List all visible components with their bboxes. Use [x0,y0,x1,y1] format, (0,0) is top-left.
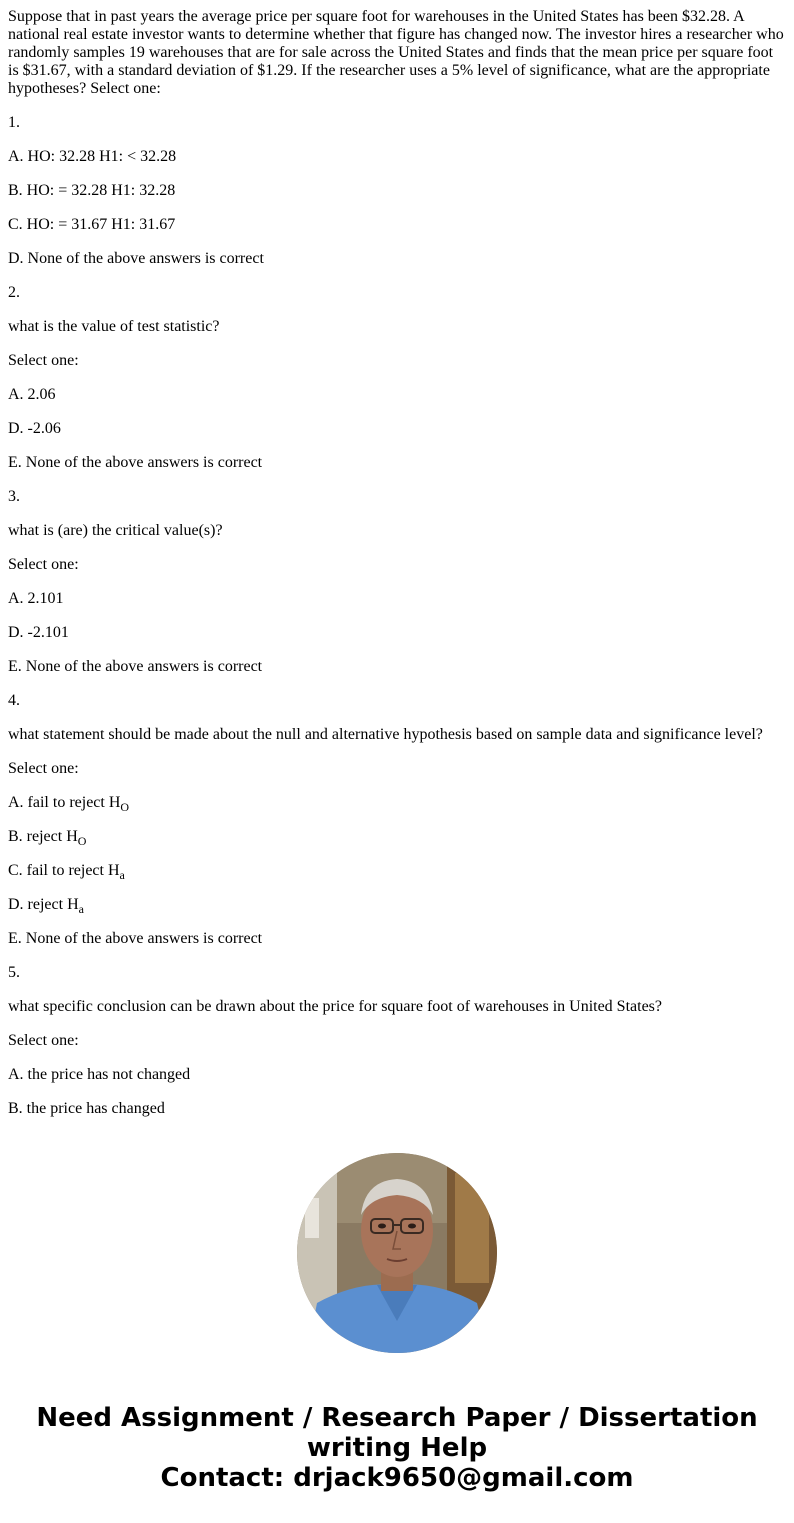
q5-option-a: A. the price has not changed [8,1066,191,1083]
q2-option-a: A. 2.06 [8,386,56,403]
avatar-portrait [297,1153,497,1353]
q3-option-e: E. None of the above answers is correct [8,658,263,675]
q3-option-a: A. 2.101 [8,590,64,607]
q4-prompt: what statement should be made about the null and alternative hypothesis based on sample data and significance level? [8,726,763,743]
avatar [297,1153,497,1353]
q1-option-b: B. HO: = 32.28 H1: 32.28 [8,182,176,199]
q2-prompt: what is the value of test statistic? [8,318,220,335]
q2-select: Select one: [8,352,79,369]
q4-option-a: A. fail to reject $H_O$ [8,794,130,814]
q5-select: Select one: [8,1032,79,1049]
q4-select: Select one: [8,760,79,777]
question-content [8,8,786,1122]
promo-line-2: writing Help [306,1433,488,1463]
q3-prompt: what is (are) the critical value(s)? [8,522,223,539]
q2-number: 2. [8,284,20,301]
q2-option-d: D. -2.06 [8,420,61,437]
q5-number: 5. [8,964,20,981]
q4-option-d: D. reject $H_a$ [8,896,84,916]
q4-number: 4. [8,692,20,709]
q5-prompt: what specific conclusion can be drawn about the price for square foot of warehouses in United States? [8,998,662,1015]
promo-line-1: Need Assignment / Research Paper / Dissertation [36,1403,758,1433]
q2-option-e: E. None of the above answers is correct [8,454,263,471]
q3-select: Select one: [8,556,79,573]
q1-option-d: D. None of the above answers is correct [8,250,264,267]
promo-contact: Contact: drjack9650@gmail.com [160,1463,634,1493]
q4-option-c: C. fail to reject $H_a$ [8,862,125,882]
q4-option-b: B. reject $H_O$ [8,828,87,848]
q4-option-e: E. None of the above answers is correct [8,930,263,947]
q1-option-a: A. HO: 32.28 H1: < 32.28 [8,148,177,165]
q1-option-c: C. HO: = 31.67 H1: 31.67 [8,216,176,233]
q3-option-d: D. -2.101 [8,624,69,641]
q5-option-b: B. the price has changed [8,1100,165,1117]
q3-number: 3. [8,488,20,505]
question-intro: Suppose that in past years the average price per square foot for warehouses in the United States has been $32.28. A national real estate investor wants to determine whether that figure has changed now. The investor hires a researcher who randomly samples 19 warehouses that are for sale across the United States and finds that the mean price per square foot is $31.67, with a standard deviation of $1.29. If the researcher uses a 5% level of significance, what are the appropriate hypotheses? Select one: [8,8,784,97]
promo-banner [0,1403,794,1493]
q1-number: 1. [8,114,20,131]
